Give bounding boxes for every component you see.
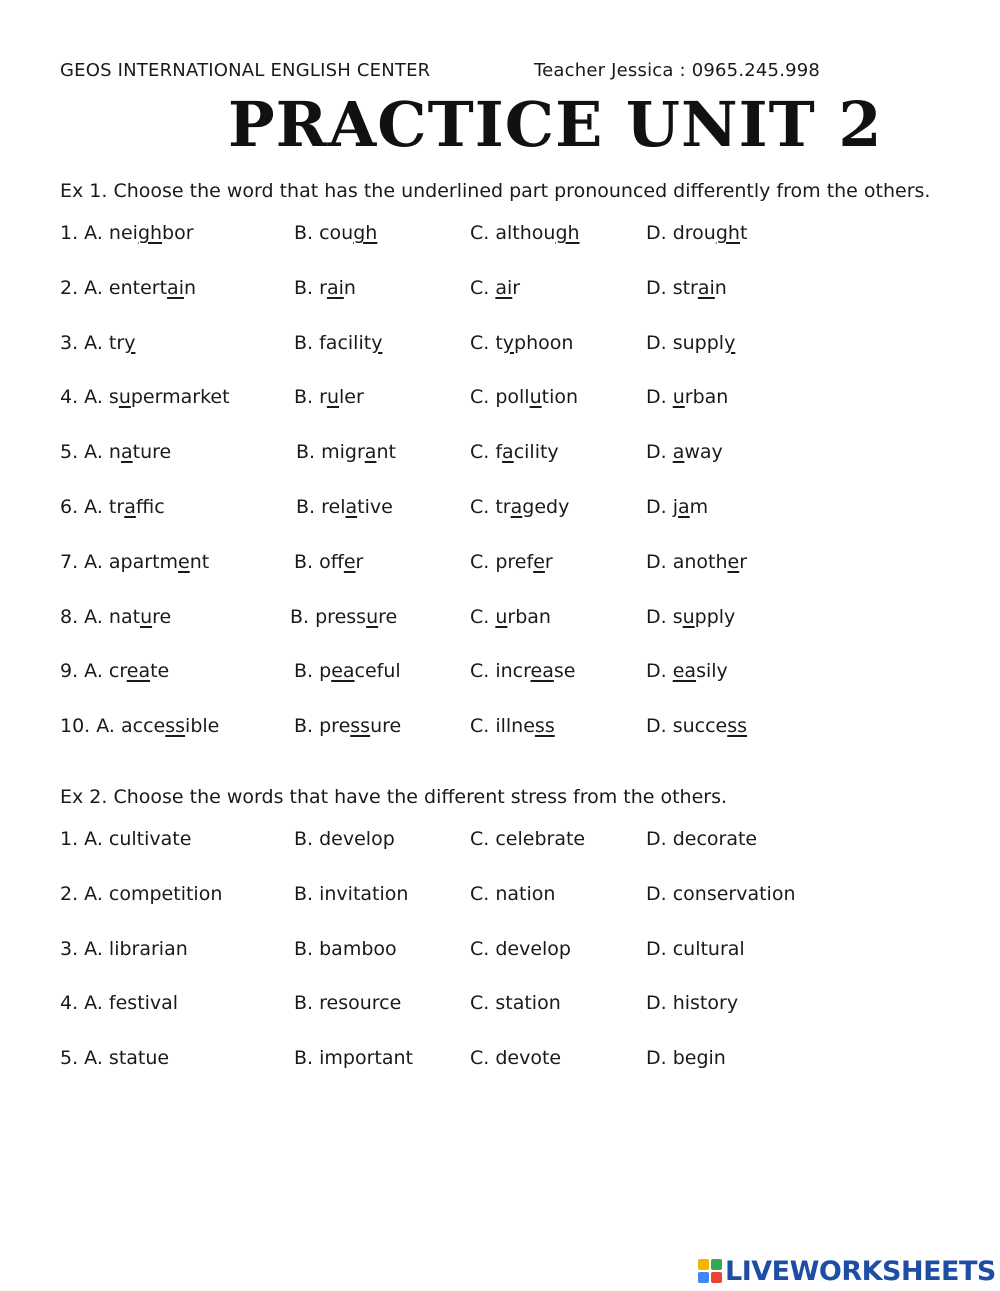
underlined-sound: u	[366, 605, 379, 628]
ex1-q3-option-c[interactable]: C. typhoon	[470, 331, 574, 354]
ex1-q4-option-d[interactable]: D. urban	[646, 386, 729, 409]
underlined-sound: ss	[350, 715, 371, 738]
question-number: 5.	[60, 1047, 85, 1070]
ex2-question-2	[0, 883, 1000, 913]
logo-text: LIVEWORKSHEETS	[725, 1255, 996, 1287]
question-number: 2.	[60, 276, 85, 299]
ex2-q2-option-c[interactable]: C. nation	[470, 882, 556, 905]
question-number: 2.	[60, 882, 85, 905]
ex1-question-3	[0, 332, 1000, 362]
ex1-q8-option-c[interactable]: C. urban	[470, 605, 551, 628]
ex1-q1-option-d[interactable]: D. drought	[646, 222, 748, 244]
ex2-q4-option-c[interactable]: C. station	[470, 992, 561, 1015]
underlined-sound: ai	[326, 276, 344, 299]
ex1-q7-option-d[interactable]: D. another	[646, 550, 748, 573]
ex1-question-7	[0, 551, 1000, 581]
ex2-q5-option-a[interactable]: 5. A. statue	[60, 1047, 170, 1070]
ex1-q10-option-b[interactable]: B. pressure	[294, 715, 402, 738]
ex1-q2-option-c[interactable]: C. air	[470, 276, 521, 299]
ex2-question-5	[0, 1047, 1000, 1077]
ex1-q1-option-b[interactable]: B. cough	[294, 222, 378, 244]
ex2-q5-option-b[interactable]: B. important	[294, 1047, 413, 1070]
underlined-sound: a	[678, 496, 690, 518]
underlined-sound: a	[502, 441, 514, 464]
ex1-q7-option-b[interactable]: B. offer	[294, 550, 364, 573]
ex2-question-4	[0, 992, 1000, 1022]
underlined-sound: ea	[126, 660, 151, 683]
ex1-question-5	[0, 441, 1000, 471]
ex1-q8-option-d[interactable]: D. supply	[646, 605, 736, 628]
ex1-q3-option-d[interactable]: D. supply	[646, 331, 736, 354]
underlined-sound: ai	[167, 276, 184, 299]
ex2-q3-option-d[interactable]: D. cultural	[646, 937, 745, 960]
underlined-sound: e	[343, 550, 356, 573]
ex1-q10-option-a[interactable]: 10. A. accessible	[60, 715, 220, 738]
underlined-sound: ea	[672, 660, 697, 683]
ex2-q1-option-d[interactable]: D. decorate	[646, 828, 758, 850]
ex1-q9-option-b[interactable]: B. peaceful	[294, 660, 401, 683]
ex1-instruction: Ex 1. Choose the word that has the underlined part pronounced differently from the others.	[60, 180, 931, 202]
ex2-question-1	[0, 828, 1000, 858]
ex1-q5-option-c[interactable]: C. facility	[470, 441, 559, 464]
ex1-q6-option-a[interactable]: 6. A. traffic	[60, 496, 165, 518]
ex1-question-4	[0, 386, 1000, 416]
ex2-q5-option-d[interactable]: D. begin	[646, 1047, 726, 1070]
ex2-q4-option-a[interactable]: 4. A. festival	[60, 992, 179, 1015]
ex1-q4-option-a[interactable]: 4. A. supermarket	[60, 386, 230, 409]
ex1-q7-option-a[interactable]: 7. A. apartment	[60, 550, 210, 573]
underlined-sound: ai	[697, 276, 715, 299]
ex1-q5-option-b[interactable]: B. migrant	[296, 441, 396, 464]
question-number: 7.	[60, 550, 85, 573]
question-number: 1.	[60, 828, 85, 850]
underlined-sound: y	[724, 331, 736, 354]
ex2-instruction: Ex 2. Choose the words that have the different stress from the others.	[60, 786, 728, 808]
ex2-q3-option-b[interactable]: B. bamboo	[294, 937, 397, 960]
underlined-sound: u	[529, 386, 542, 409]
ex1-q1-option-c[interactable]: C. although	[470, 222, 580, 244]
ex1-question-2	[0, 277, 1000, 307]
underlined-sound: ea	[331, 660, 355, 683]
ex2-q4-option-b[interactable]: B. resource	[294, 992, 402, 1015]
underlined-sound: y	[124, 331, 136, 354]
center-name: GEOS INTERNATIONAL ENGLISH CENTER	[60, 60, 431, 81]
underlined-sound: gh	[137, 222, 163, 244]
ex1-q4-option-b[interactable]: B. ruler	[294, 386, 364, 409]
question-number: 10.	[60, 715, 97, 738]
underlined-sound: e	[178, 550, 190, 573]
question-number: 3.	[60, 937, 85, 960]
ex1-q2-option-d[interactable]: D. strain	[646, 276, 727, 299]
underlined-sound: u	[495, 605, 508, 628]
underlined-sound: a	[345, 496, 358, 518]
underlined-sound: u	[326, 386, 339, 409]
ex1-q2-option-a[interactable]: 2. A. entertain	[60, 276, 197, 299]
ex1-q6-option-b[interactable]: B. relative	[296, 496, 393, 518]
ex1-q3-option-a[interactable]: 3. A. try	[60, 331, 136, 354]
ex1-q9-option-c[interactable]: C. increase	[470, 660, 576, 683]
page-title: PRACTICE UNIT 2	[228, 88, 883, 161]
liveworksheets-logo	[698, 1254, 996, 1288]
ex1-q3-option-b[interactable]: B. facility	[294, 331, 383, 354]
ex2-q3-option-c[interactable]: C. develop	[470, 937, 571, 960]
question-number: 4.	[60, 386, 85, 409]
underlined-sound: gh	[555, 222, 580, 244]
underlined-sound: gh	[353, 222, 378, 244]
ex1-question-9	[0, 660, 1000, 690]
underlined-sound: u	[682, 605, 695, 628]
ex1-q2-option-b[interactable]: B. rain	[294, 276, 356, 299]
underlined-sound: e	[533, 550, 545, 573]
underlined-sound: u	[118, 386, 131, 409]
ex1-q10-option-c[interactable]: C. illness	[470, 715, 555, 738]
ex2-question-3	[0, 938, 1000, 968]
ex1-q9-option-a[interactable]: 9. A. create	[60, 660, 170, 683]
underlined-sound: y	[502, 331, 515, 354]
ex2-q2-option-a[interactable]: 2. A. competition	[60, 882, 223, 905]
underlined-sound: gh	[715, 222, 740, 244]
ex2-q4-option-d[interactable]: D. history	[646, 992, 739, 1015]
question-number: 3.	[60, 331, 85, 354]
underlined-sound: ss	[165, 715, 186, 738]
underlined-sound: a	[120, 441, 133, 464]
underlined-sound: ai	[495, 276, 513, 299]
ex1-q7-option-c[interactable]: C. prefer	[470, 550, 553, 573]
question-number: 6.	[60, 496, 85, 518]
underlined-sound: a	[364, 441, 377, 464]
question-number: 4.	[60, 992, 85, 1015]
teacher-contact: Teacher Jessica : 0965.245.998	[534, 60, 821, 81]
liveworksheets-logo-icon	[698, 1259, 722, 1283]
ex1-question-8	[0, 606, 1000, 636]
question-number: 1.	[60, 222, 85, 244]
question-number: 8.	[60, 605, 85, 628]
ex1-question-6	[0, 496, 1000, 526]
ex1-q8-option-a[interactable]: 8. A. nature	[60, 605, 172, 628]
ex1-question-10	[0, 715, 1000, 745]
ex1-q8-option-b[interactable]: B. pressure	[290, 605, 398, 628]
underlined-sound: ea	[530, 660, 554, 683]
underlined-sound: ss	[727, 715, 748, 738]
ex1-q4-option-c[interactable]: C. pollution	[470, 386, 579, 409]
ex1-q6-option-c[interactable]: C. tragedy	[470, 496, 570, 518]
ex1-question-1	[0, 222, 1000, 252]
underlined-sound: u	[672, 386, 685, 409]
underlined-sound: u	[140, 605, 153, 628]
ex1-q1-option-a[interactable]: 1. A. neighbor	[60, 222, 194, 244]
ex2-q2-option-b[interactable]: B. invitation	[294, 882, 409, 905]
underlined-sound: e	[727, 550, 740, 573]
ex1-q9-option-d[interactable]: D. easily	[646, 660, 728, 683]
ex2-q1-option-c[interactable]: C. celebrate	[470, 828, 586, 850]
ex1-q10-option-d[interactable]: D. success	[646, 715, 748, 738]
underlined-sound: a	[672, 441, 685, 464]
ex2-q1-option-a[interactable]: 1. A. cultivate	[60, 828, 192, 850]
ex1-q5-option-a[interactable]: 5. A. nature	[60, 441, 172, 464]
ex2-q3-option-a[interactable]: 3. A. librarian	[60, 937, 188, 960]
underlined-sound: a	[510, 496, 523, 518]
underlined-sound: y	[371, 331, 383, 354]
underlined-sound: a	[124, 496, 136, 518]
underlined-sound: ss	[534, 715, 555, 738]
ex1-q5-option-d[interactable]: D. away	[646, 441, 723, 464]
ex2-q1-option-b[interactable]: B. develop	[294, 828, 395, 850]
ex1-q6-option-d[interactable]: D. jam	[646, 496, 709, 518]
question-number: 9.	[60, 660, 85, 683]
ex2-q5-option-c[interactable]: C. devote	[470, 1047, 562, 1070]
ex2-q2-option-d[interactable]: D. conservation	[646, 882, 796, 905]
question-number: 5.	[60, 441, 85, 464]
